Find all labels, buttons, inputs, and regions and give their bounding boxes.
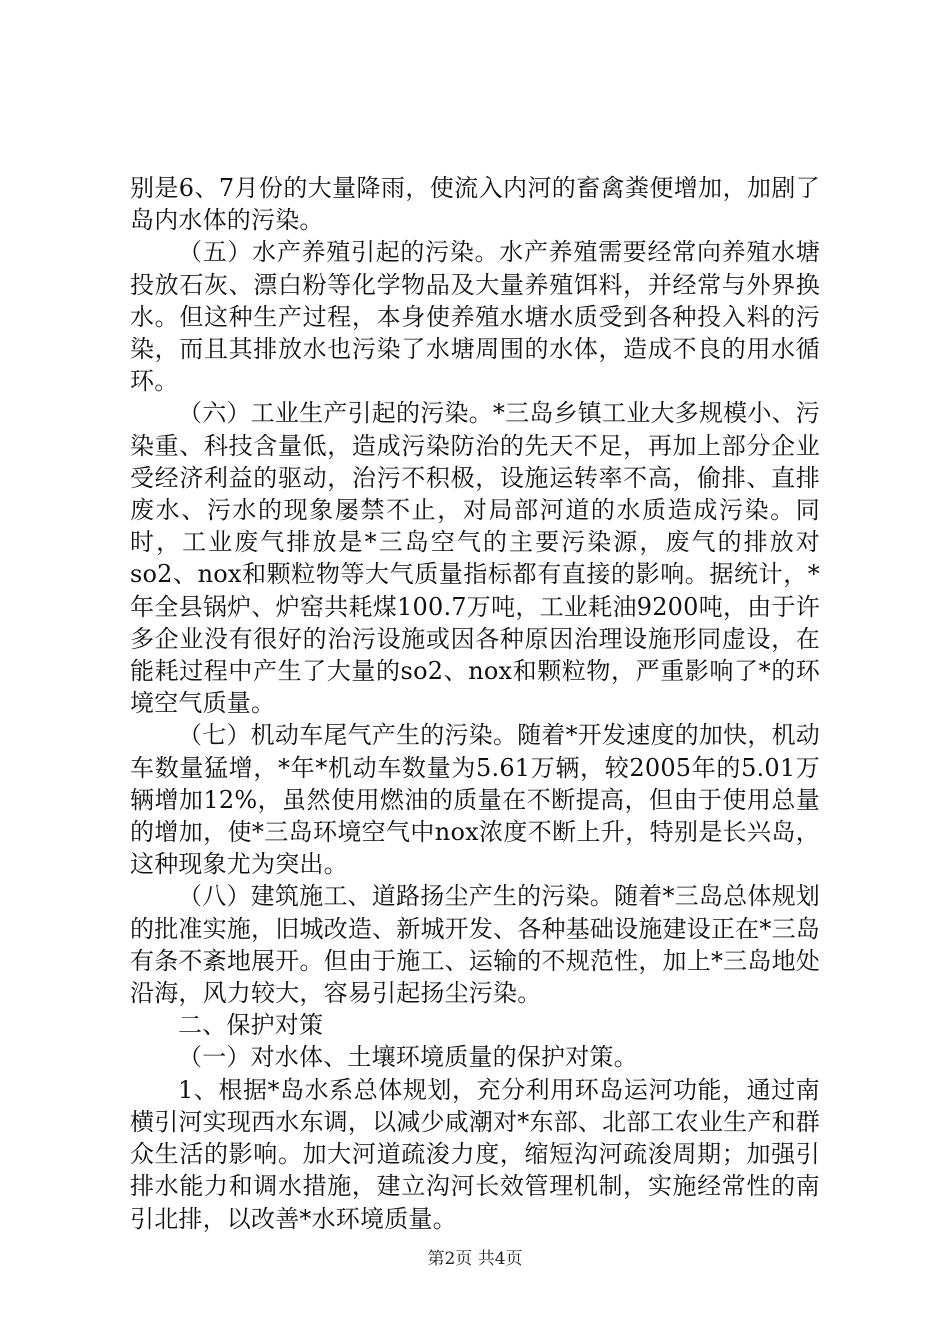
paragraph-construction-dust-pollution: （八）建筑施工、道路扬尘产生的污染。随着*三岛总体规划的批准实施，旧城改造、新城开发、各种基础设施建设正在*三岛有条不紊地展开。但由于施工、运输的不规范性，加上*三岛地处沿海，风力较大，容易引起扬尘污染。 [130,882,820,1008]
paragraph-industrial-pollution: （六）工业生产引起的污染。*三岛乡镇工业大多规模小、污染重、科技含量低，造成污染防治的先天不足，再加上部分企业受经济利益的驱动，治污不积极，设施运转率不高，偷排、直排废水、污水的现象屡禁不止，对局部河道的水质造成污染。同时，工业废气排放是*三岛空气的主要污染源，废气的排放对so2、nox和颗粒物等大气质量指标都有直接的影响。据统计，*年全县锅炉、炉窑共耗煤100.7万吨，工业耗油9200吨，由于许多企业没有很好的治污设施或因各种原因治理设施形同虚设，在能耗过程中产生了大量的so2、nox和颗粒物，严重影响了*的环境空气质量。 [130,399,820,718]
page-total: 共4页 [477,1249,523,1269]
paragraph-vehicle-exhaust-pollution: （七）机动车尾气产生的污染。随着*开发速度的加快，机动车数量猛增，*年*机动车数量为5.61万辆，较2005年的5.01万辆增加12%，虽然使用燃油的质量在不断提高，但由于使用总量的增加，使*三岛环境空气中nox浓度不断上升，特别是长兴岛，这种现象尤为突出。 [130,721,820,879]
page-footer [0,1244,950,1269]
paragraph-aquaculture-pollution: （五）水产养殖引起的污染。水产养殖需要经常向养殖水塘投放石灰、漂白粉等化学物品及大量养殖饵料，并经常与外界换水。但这种生产过程，本身使养殖水塘水质受到各种投入料的污染，而且其排放水也污染了水塘周围的水体，造成不良的用水循环。 [130,238,820,396]
page-number: 第2页 [427,1249,473,1269]
document-body [130,172,820,1235]
subsection-heading-water-soil: （一）对水体、土壤环境质量的保护对策。 [178,1043,638,1072]
section-heading-protection-measures: 二、保护对策 [178,1011,324,1040]
paragraph-continuation: 别是6、7月份的大量降雨，使流入内河的畜禽粪便增加，加剧了岛内水体的污染。 [130,174,820,235]
paragraph-water-system-plan: 1、根据*岛水系总体规划，充分利用环岛运河功能，通过南横引河实现西水东调，以减少咸潮对*东部、北部工农业生产和群众生活的影响。加大河道疏浚力度，缩短沟河疏浚周期；加强引排水能力和调水措施，建立沟河长效管理机制，实施经常性的南引北排，以改善*水环境质量。 [130,1075,820,1233]
